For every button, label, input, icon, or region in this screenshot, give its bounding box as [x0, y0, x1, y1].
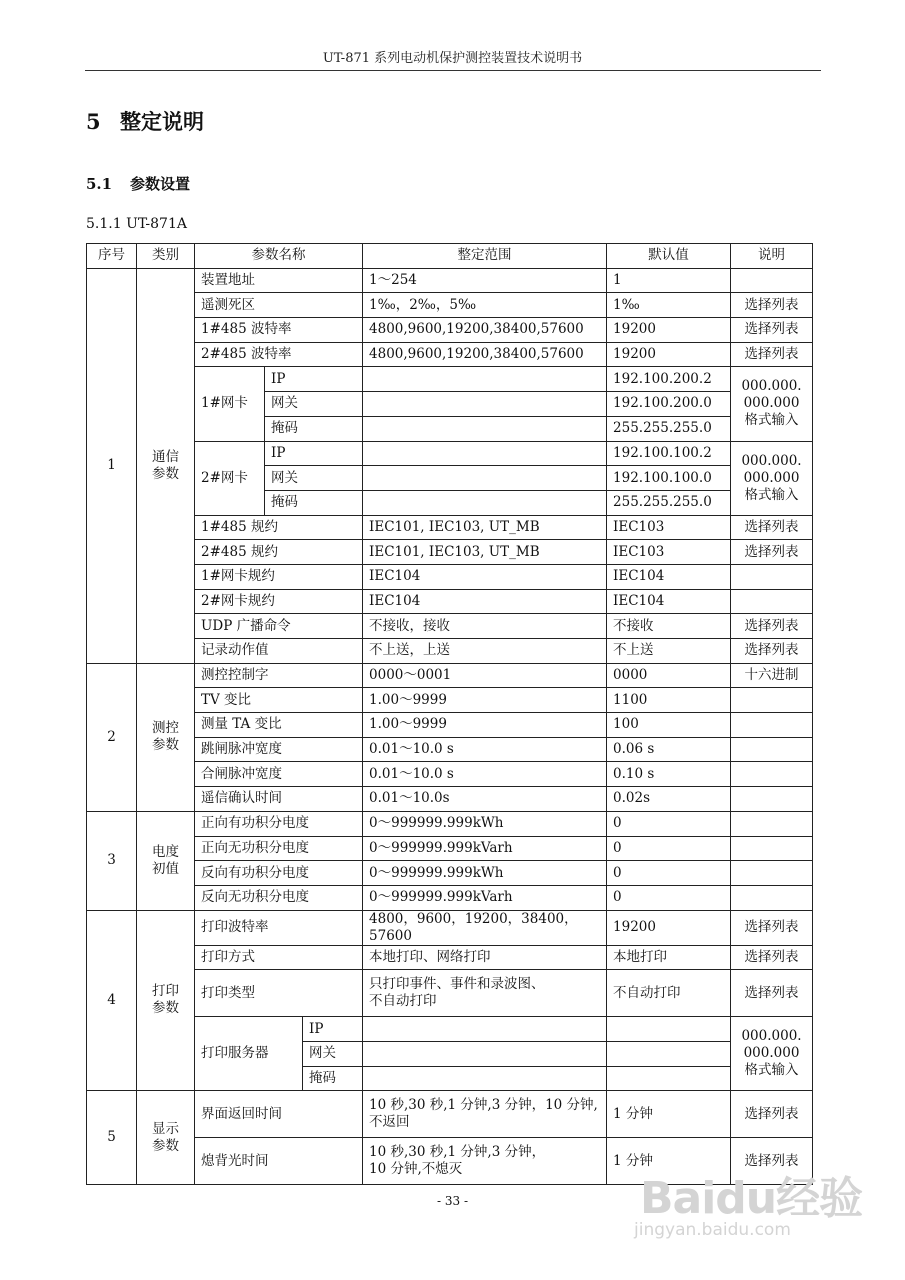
param-note — [731, 885, 813, 910]
param-note: 选择列表 — [731, 540, 813, 565]
group-number: 4 — [87, 910, 137, 1091]
param-default: 192.100.200.2 — [607, 367, 731, 392]
param-name: 反向无功积分电度 — [195, 885, 363, 910]
param-default: 本地打印 — [607, 945, 731, 970]
watermark-brand: Baidu经验 — [640, 1173, 863, 1224]
group-category: 测控 参数 — [137, 663, 195, 811]
param-range — [363, 392, 607, 417]
param-default — [607, 1066, 731, 1091]
param-subname: 掩码 — [265, 490, 363, 515]
group-number: 1 — [87, 268, 137, 663]
param-default: 0 — [607, 861, 731, 886]
param-default: 19200 — [607, 318, 731, 343]
param-note — [731, 836, 813, 861]
param-default: 1 分钟 — [607, 1138, 731, 1185]
param-note — [731, 737, 813, 762]
page-number: - 33 - — [436, 1194, 468, 1208]
param-note: 选择列表 — [731, 293, 813, 318]
table-row — [87, 945, 813, 970]
param-name: 跳闸脉冲宽度 — [195, 737, 363, 762]
watermark-logo — [634, 1162, 863, 1240]
param-name: 2#网卡规约 — [195, 589, 363, 614]
param-subname: 网关 — [265, 392, 363, 417]
param-range: 0～999999.999kWh — [363, 811, 607, 836]
table-row — [87, 441, 813, 466]
watermark-url: jingyan.baidu.com — [634, 1220, 791, 1240]
param-name: 打印方式 — [195, 945, 363, 970]
subsubsection-heading: 5.1.1 UT-871A — [86, 216, 187, 232]
table-row — [87, 318, 813, 343]
param-default: 192.100.200.0 — [607, 392, 731, 417]
param-note: 选择列表 — [731, 342, 813, 367]
param-default: 19200 — [607, 342, 731, 367]
param-name: 正向有功积分电度 — [195, 811, 363, 836]
param-subname: 网关 — [303, 1041, 363, 1066]
param-range — [363, 367, 607, 392]
col-header: 序号 — [87, 244, 137, 269]
table-row — [87, 688, 813, 713]
section-heading — [86, 106, 204, 136]
param-name: 1#485 规约 — [195, 515, 363, 540]
param-range: 1～254 — [363, 268, 607, 293]
group-number: 2 — [87, 663, 137, 811]
param-range — [363, 1066, 607, 1091]
param-subname: IP — [265, 441, 363, 466]
parameter-table — [86, 243, 813, 1185]
group-category: 显示 参数 — [137, 1091, 195, 1185]
table-row — [87, 268, 813, 293]
param-default: 0.06 s — [607, 737, 731, 762]
table-row — [87, 342, 813, 367]
table-row — [87, 787, 813, 812]
subsection-number: 5.1 — [86, 175, 113, 193]
param-default: 0.02s — [607, 787, 731, 812]
param-name: 打印类型 — [195, 970, 363, 1017]
section-number: 5 — [86, 109, 101, 134]
param-range: 0～999999.999kVarh — [363, 885, 607, 910]
param-subname: IP — [265, 367, 363, 392]
param-note — [731, 811, 813, 836]
param-default: 1 — [607, 268, 731, 293]
param-name: 记录动作值 — [195, 639, 363, 664]
param-note: 选择列表 — [731, 639, 813, 664]
param-range: 4800,9600,19200,38400,57600 — [363, 318, 607, 343]
param-subname: IP — [303, 1017, 363, 1042]
param-default — [607, 1041, 731, 1066]
param-range: 1.00～9999 — [363, 688, 607, 713]
param-note — [731, 762, 813, 787]
param-note: 选择列表 — [731, 515, 813, 540]
table-row — [87, 811, 813, 836]
group-category: 打印 参数 — [137, 910, 195, 1091]
param-range: 1‰，2‰，5‰ — [363, 293, 607, 318]
table-header-row — [87, 244, 813, 269]
col-header: 说明 — [731, 244, 813, 269]
param-name: 遥测死区 — [195, 293, 363, 318]
param-range: 不接收，接收 — [363, 614, 607, 639]
param-default: 192.100.100.2 — [607, 441, 731, 466]
param-default: 0 — [607, 885, 731, 910]
param-note — [731, 564, 813, 589]
param-name: 1#网卡规约 — [195, 564, 363, 589]
table-row — [87, 367, 813, 392]
table-row — [87, 836, 813, 861]
param-note: 选择列表 — [731, 1091, 813, 1138]
param-note: 000.000. 000.000 格式输入 — [731, 1017, 813, 1091]
table-row — [87, 910, 813, 945]
param-range: IEC104 — [363, 564, 607, 589]
param-range: IEC101, IEC103, UT_MB — [363, 515, 607, 540]
param-default: IEC103 — [607, 515, 731, 540]
param-name: 2#485 规约 — [195, 540, 363, 565]
col-header: 类别 — [137, 244, 195, 269]
param-note — [731, 268, 813, 293]
param-name: 界面返回时间 — [195, 1091, 363, 1138]
table-row — [87, 515, 813, 540]
param-range: 0000～0001 — [363, 663, 607, 688]
param-note — [731, 787, 813, 812]
param-default: 0000 — [607, 663, 731, 688]
param-name: 打印波特率 — [195, 910, 363, 945]
param-note — [731, 688, 813, 713]
param-default: 0 — [607, 811, 731, 836]
table-row — [87, 564, 813, 589]
param-range: 0.01～10.0 s — [363, 762, 607, 787]
param-note — [731, 713, 813, 738]
param-group-name: 1#网卡 — [195, 367, 265, 441]
param-range: 0.01～10.0 s — [363, 737, 607, 762]
subsection-title: 参数设置 — [130, 175, 191, 193]
param-range — [363, 466, 607, 491]
col-header: 默认值 — [607, 244, 731, 269]
param-range: 1.00～9999 — [363, 713, 607, 738]
param-range — [363, 441, 607, 466]
param-default: IEC104 — [607, 589, 731, 614]
param-name: 装置地址 — [195, 268, 363, 293]
param-note: 000.000. 000.000 格式输入 — [731, 367, 813, 441]
param-range: 0.01～10.0s — [363, 787, 607, 812]
param-name: 熄背光时间 — [195, 1138, 363, 1185]
param-name: 1#485 波特率 — [195, 318, 363, 343]
running-header: UT-871 系列电动机保护测控装置技术说明书 — [322, 51, 583, 66]
table-row — [87, 639, 813, 664]
param-note: 选择列表 — [731, 910, 813, 945]
param-default: 0 — [607, 836, 731, 861]
param-default: 255.255.255.0 — [607, 490, 731, 515]
param-note: 选择列表 — [731, 970, 813, 1017]
table-row — [87, 737, 813, 762]
param-default: 不接收 — [607, 614, 731, 639]
param-subname: 掩码 — [303, 1066, 363, 1091]
param-name: 2#485 波特率 — [195, 342, 363, 367]
param-range: 4800,9600,19200,38400,57600 — [363, 342, 607, 367]
param-subname: 掩码 — [265, 416, 363, 441]
param-range — [363, 416, 607, 441]
param-name: 合闸脉冲宽度 — [195, 762, 363, 787]
param-range — [363, 1041, 607, 1066]
param-default: IEC103 — [607, 540, 731, 565]
table-row — [87, 970, 813, 1017]
table-row — [87, 614, 813, 639]
param-range: 0～999999.999kVarh — [363, 836, 607, 861]
param-default: 255.255.255.0 — [607, 416, 731, 441]
param-default: 1100 — [607, 688, 731, 713]
param-range: 10 秒,30 秒,1 分钟,3 分钟， 10 分钟,不熄灭 — [363, 1138, 607, 1185]
param-default: 1 分钟 — [607, 1091, 731, 1138]
param-default: 192.100.100.0 — [607, 466, 731, 491]
param-default: 不上送 — [607, 639, 731, 664]
param-range: 0～999999.999kWh — [363, 861, 607, 886]
param-name: TV 变比 — [195, 688, 363, 713]
param-name: 正向无功积分电度 — [195, 836, 363, 861]
col-header: 整定范围 — [363, 244, 607, 269]
param-default — [607, 1017, 731, 1042]
group-category: 电度 初值 — [137, 811, 195, 910]
param-range — [363, 490, 607, 515]
param-note: 十六进制 — [731, 663, 813, 688]
table-row — [87, 589, 813, 614]
param-default: 1‰ — [607, 293, 731, 318]
param-range: 本地打印、网络打印 — [363, 945, 607, 970]
param-range — [363, 1017, 607, 1042]
param-name: 遥信确认时间 — [195, 787, 363, 812]
section-title: 整定说明 — [120, 109, 204, 134]
group-number: 5 — [87, 1091, 137, 1185]
param-note — [731, 861, 813, 886]
param-note: 选择列表 — [731, 614, 813, 639]
table-row — [87, 1017, 813, 1042]
table-row — [87, 663, 813, 688]
param-name: 测量 TA 变比 — [195, 713, 363, 738]
param-name: 测控控制字 — [195, 663, 363, 688]
param-default: 19200 — [607, 910, 731, 945]
param-range: 不上送，上送 — [363, 639, 607, 664]
param-note: 选择列表 — [731, 1138, 813, 1185]
group-category: 通信 参数 — [137, 268, 195, 663]
subsection-heading — [86, 173, 190, 194]
param-note: 选择列表 — [731, 945, 813, 970]
header-rule — [85, 70, 821, 71]
param-name: UDP 广播命令 — [195, 614, 363, 639]
param-range: IEC104 — [363, 589, 607, 614]
table-row — [87, 762, 813, 787]
param-note: 000.000. 000.000 格式输入 — [731, 441, 813, 515]
table-row — [87, 293, 813, 318]
col-header: 参数名称 — [195, 244, 363, 269]
param-range: 10 秒,30 秒,1 分钟,3 分钟，10 分钟,不返回 — [363, 1091, 607, 1138]
param-note: 选择列表 — [731, 318, 813, 343]
table-row — [87, 885, 813, 910]
param-group-name: 打印服务器 — [195, 1017, 303, 1091]
param-name: 反向有功积分电度 — [195, 861, 363, 886]
param-default: 100 — [607, 713, 731, 738]
param-range: 4800，9600，19200，38400，57600 — [363, 910, 607, 945]
param-default: IEC104 — [607, 564, 731, 589]
param-range: IEC101, IEC103, UT_MB — [363, 540, 607, 565]
table-row — [87, 1091, 813, 1138]
param-subname: 网关 — [265, 466, 363, 491]
param-default: 不自动打印 — [607, 970, 731, 1017]
param-default: 0.10 s — [607, 762, 731, 787]
param-range: 只打印事件、事件和录波图、 不自动打印 — [363, 970, 607, 1017]
table-row — [87, 861, 813, 886]
param-group-name: 2#网卡 — [195, 441, 265, 515]
table-row — [87, 713, 813, 738]
table-row — [87, 540, 813, 565]
group-number: 3 — [87, 811, 137, 910]
param-note — [731, 589, 813, 614]
